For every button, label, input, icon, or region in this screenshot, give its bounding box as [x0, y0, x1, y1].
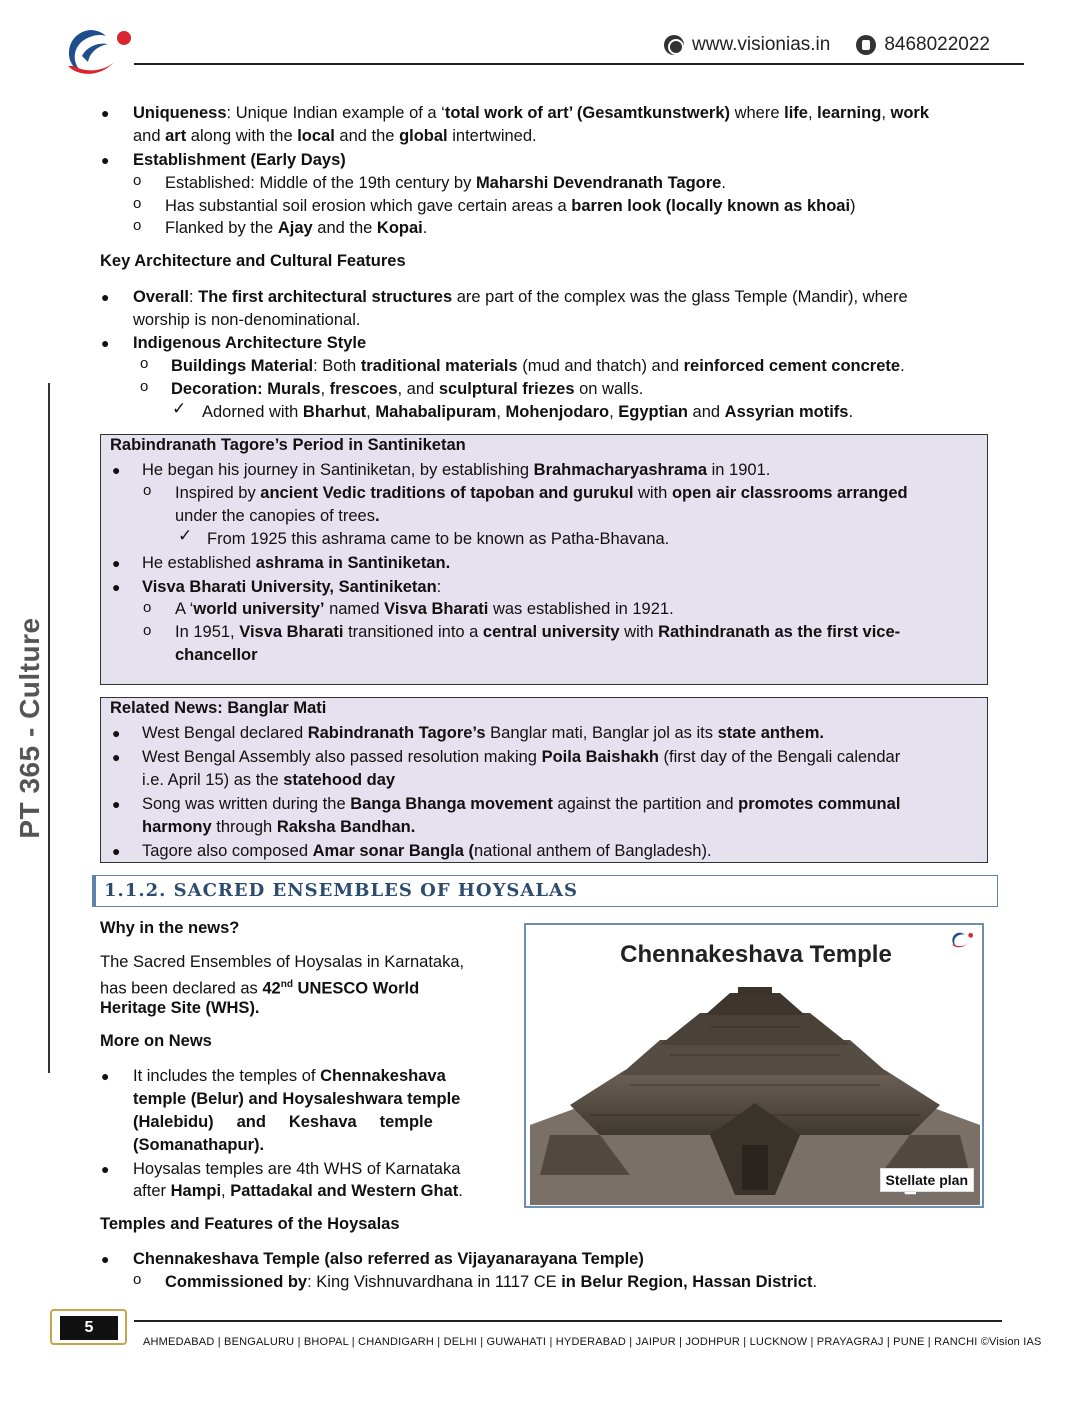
- check-icon: ✓: [172, 399, 187, 418]
- header-contact: [664, 34, 990, 56]
- page-number: 5: [60, 1316, 118, 1340]
- adorned-line: Adorned with Bharhut, Mahabalipuram, Mohenjodaro, Egyptian and Assyrian motifs.: [202, 403, 854, 421]
- box-check-item: From 1925 this ashrama came to be known as Patha-Bhavana.: [207, 530, 670, 548]
- establishment-heading: Establishment (Early Days): [133, 151, 346, 169]
- bullet-icon: ●: [112, 462, 121, 478]
- box-subitem: Inspired by ancient Vedic traditions of tapoban and gurukul with open air classrooms arranged: [175, 484, 908, 502]
- box-item: He began his journey in Santiniketan, by establishing Brahmacharyashrama in 1901.: [142, 461, 771, 479]
- box-item-line-2: harmony through Raksha Bandhan.: [142, 818, 416, 836]
- uniqueness-line-2: and art along with the local and the global intertwined.: [133, 127, 537, 145]
- temple-item: Chennakeshava Temple (also referred as Vijayanarayana Temple): [133, 1250, 644, 1268]
- section-heading: 1.1.2. SACRED ENSEMBLES OF HOYSALAS: [92, 875, 998, 907]
- bullet-icon: ●: [112, 843, 121, 859]
- circle-bullet-icon: o: [143, 599, 152, 616]
- circle-bullet-icon: o: [133, 1271, 142, 1288]
- circle-bullet-icon: o: [143, 622, 152, 639]
- overall-line-2: worship is non-denominational.: [133, 311, 361, 329]
- circle-bullet-icon: o: [140, 355, 149, 372]
- bullet-icon: ●: [101, 1068, 110, 1084]
- footer-cities: AHMEDABAD | BENGALURU | BHOPAL | CHANDIGARH | DELHI | GUWAHATI | HYDERABAD | JAIPUR | JODHPUR | LUCKNOW | PRAYAGRAJ | PUNE | RANCHI ©Vision IAS: [143, 1336, 1042, 1348]
- decoration: Decoration: Murals, frescoes, and sculptural friezes on walls.: [171, 380, 644, 398]
- more-item-line: (Halebidu) and Keshava temple: [133, 1113, 433, 1131]
- establishment-item: Flanked by the Ajay and the Kopai.: [165, 219, 428, 237]
- bullet-icon: ●: [101, 105, 110, 121]
- bullet-icon: ●: [112, 555, 121, 571]
- news-paragraph-line: has been declared as 42nd UNESCO World: [100, 979, 420, 998]
- news-paragraph-line: Heritage Site (WHS).: [100, 999, 260, 1017]
- more-item-line: (Somanathapur).: [133, 1136, 265, 1154]
- bullet-icon: ●: [101, 1161, 110, 1177]
- check-icon: ✓: [178, 526, 193, 545]
- circle-bullet-icon: o: [133, 172, 142, 189]
- bullet-icon: ●: [101, 289, 110, 305]
- phone-icon: [856, 35, 876, 55]
- uniqueness-line: Uniqueness: Unique Indian example of a ‘total work of art’ (Gesamtkunstwerk) where life, learning, work: [133, 104, 929, 122]
- temple-figure: [524, 923, 984, 1208]
- box-subitem-line-2: chancellor: [175, 646, 258, 664]
- box-subitem-line-2: under the canopies of trees.: [175, 507, 380, 525]
- more-item: Hoysalas temples are 4th WHS of Karnataka: [133, 1160, 461, 1178]
- bullet-icon: ●: [101, 335, 110, 351]
- globe-icon: [664, 35, 684, 55]
- architecture-heading: Key Architecture and Cultural Features: [100, 252, 406, 270]
- phone-number: 8468022022: [884, 34, 990, 55]
- box-item: Visva Bharati University, Santiniketan:: [142, 578, 442, 596]
- establishment-item: Established: Middle of the 19th century by Maharshi Devendranath Tagore.: [165, 174, 726, 192]
- box-item: He established ashrama in Santiniketan.: [142, 554, 451, 572]
- bullet-icon: ●: [112, 579, 121, 595]
- box-title: Rabindranath Tagore’s Period in Santiniketan: [110, 436, 466, 454]
- overall-line: Overall: The first architectural structures are part of the complex was the glass Temple (Mandir), where: [133, 288, 908, 306]
- more-item-line: after Hampi, Pattadakal and Western Ghat.: [133, 1182, 463, 1200]
- circle-bullet-icon: o: [143, 482, 152, 499]
- figure-title: Chennakeshava Temple: [620, 941, 892, 968]
- box-item: West Bengal Assembly also passed resolution making Poila Baishakh (first day of the Bengali calendar: [142, 748, 901, 766]
- establishment-item: Has substantial soil erosion which gave certain areas a barren look (locally known as khoai): [165, 197, 856, 215]
- more-item: It includes the temples of Chennakeshava: [133, 1067, 446, 1085]
- more-item-line: temple (Belur) and Hoysaleshwara temple: [133, 1090, 461, 1108]
- bullet-icon: ●: [101, 152, 110, 168]
- circle-bullet-icon: o: [140, 378, 149, 395]
- box-subitem: A ‘world university’ named Visva Bharati was established in 1921.: [175, 600, 674, 618]
- temple-subitem: Commissioned by: King Vishnuvardhana in 1117 CE in Belur Region, Hassan District.: [165, 1273, 818, 1291]
- bullet-icon: ●: [112, 725, 121, 741]
- box-title: Related News: Banglar Mati: [110, 699, 327, 717]
- vision-ias-logo: [62, 26, 134, 78]
- circle-bullet-icon: o: [133, 195, 142, 212]
- more-on-news-heading: More on News: [100, 1032, 212, 1050]
- temples-heading: Temples and Features of the Hoysalas: [100, 1215, 400, 1233]
- box-subitem: In 1951, Visva Bharati transitioned into a central university with Rathindranath as the first vice-: [175, 623, 901, 641]
- box-item-line-2: i.e. April 15) as the statehood day: [142, 771, 396, 789]
- box-item: Song was written during the Banga Bhanga movement against the partition and promotes communal: [142, 795, 901, 813]
- news-paragraph-line: The Sacred Ensembles of Hoysalas in Karnataka,: [100, 953, 465, 971]
- box-item: West Bengal declared Rabindranath Tagore’s Banglar mati, Banglar jol as its state anthem.: [142, 724, 824, 742]
- box-item: Tagore also composed Amar sonar Bangla (national anthem of Bangladesh).: [142, 842, 712, 860]
- figure-caption: Stellate plan: [880, 1168, 974, 1192]
- header-divider: [134, 63, 1024, 65]
- circle-bullet-icon: o: [133, 217, 142, 234]
- side-divider: [48, 383, 50, 1073]
- side-tab-label: PT 365 - Culture: [14, 617, 45, 839]
- buildings-material: Buildings Material: Both traditional materials (mud and thatch) and reinforced cement concrete.: [171, 357, 905, 375]
- footer-divider: [134, 1320, 1002, 1322]
- bullet-icon: ●: [112, 749, 121, 765]
- why-in-news-heading: Why in the news?: [100, 919, 240, 937]
- website-link[interactable]: www.visionias.in: [692, 34, 831, 55]
- bullet-icon: ●: [112, 796, 121, 812]
- bullet-icon: ●: [101, 1251, 110, 1267]
- indigenous-heading: Indigenous Architecture Style: [133, 334, 367, 352]
